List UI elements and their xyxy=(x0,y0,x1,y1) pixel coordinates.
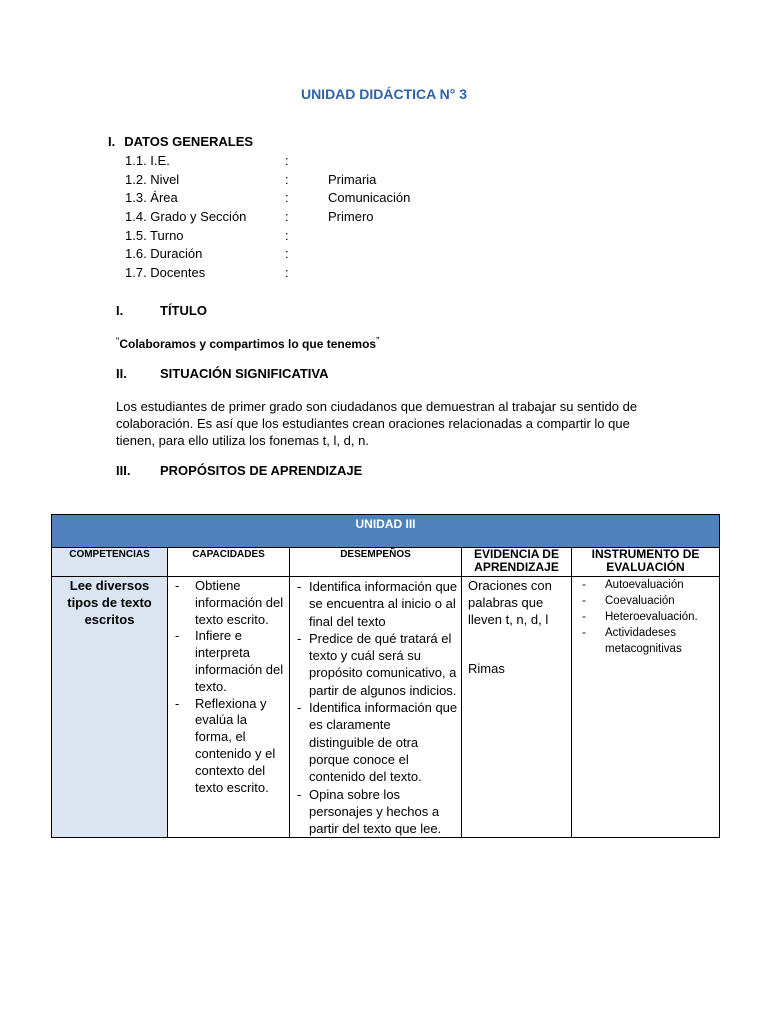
datos-value: Comunicación xyxy=(328,190,411,205)
evidencia-cell xyxy=(462,577,572,838)
header-evidencia: EVIDENCIA DE APRENDIZAJE xyxy=(462,548,572,577)
datos-label: 1.1. I.E. xyxy=(125,153,170,168)
situacion-heading xyxy=(116,366,329,381)
evidencia-item: Oraciones con palabras que lleven t, n, d, l xyxy=(468,578,552,627)
datos-colon: : xyxy=(285,172,289,187)
titulo-text xyxy=(116,336,379,351)
close-quote: ” xyxy=(376,336,380,347)
list-item: - Autoevaluación xyxy=(582,577,717,593)
titulo-heading xyxy=(116,303,207,318)
list-item: - Reflexiona y evalúa la forma, el contenido y el contexto del texto escrito. xyxy=(172,696,287,797)
datos-row-turno xyxy=(125,228,545,246)
section-number: I. xyxy=(116,303,124,318)
datos-row-area xyxy=(125,190,545,208)
section-number: II. xyxy=(116,366,127,381)
section-title: TÍTULO xyxy=(160,303,207,318)
list-item: - Heteroevaluación. xyxy=(582,609,717,625)
propositos-table xyxy=(51,514,720,838)
list-item: - Infiere e interpreta información del texto. xyxy=(172,628,287,695)
datos-label: 1.6. Duración xyxy=(125,246,203,261)
datos-row-nivel xyxy=(125,172,545,190)
list-item: - Opina sobre los personajes y hechos a partir del texto que lee. xyxy=(296,786,458,838)
datos-colon: : xyxy=(285,209,289,224)
datos-value: Primero xyxy=(328,209,374,224)
header-capacidades: CAPACIDADES xyxy=(168,548,290,577)
datos-colon: : xyxy=(285,190,289,205)
datos-row-duracion xyxy=(125,246,545,264)
header-competencias: COMPETENCIAS xyxy=(52,548,168,577)
datos-label: 1.7. Docentes xyxy=(125,265,206,280)
titulo-value: Colaboramos y compartimos lo que tenemos xyxy=(119,337,377,351)
situacion-paragraph: Los estudiantes de primer grado son ciudadanos que demuestran al trabajar su sentido de colaboración. Es así que los estudiantes crean oraciones relacionadas a compartir lo que tienen, para ello utiliza los fonemas t, l, d, n. xyxy=(116,399,638,448)
datos-label: 1.5. Turno xyxy=(125,228,184,243)
datos-label: 1.3. Área xyxy=(125,190,178,205)
datos-colon: : xyxy=(285,153,289,168)
header-desempenos: DESEMPEÑOS xyxy=(290,548,462,577)
evidencia-item: Rimas xyxy=(468,661,505,676)
page-title: UNIDAD DIDÁCTICA N° 3 xyxy=(300,86,468,102)
datos-colon: : xyxy=(285,228,289,243)
section-title: PROPÓSITOS DE APRENDIZAJE xyxy=(160,463,363,478)
section-title: DATOS GENERALES xyxy=(124,134,254,149)
competencia-cell: Lee diversos tipos de texto escritos xyxy=(52,577,168,838)
list-item: - Identifica información que es claramente distinguible de otra porque conoce el contenido del texto. xyxy=(296,699,458,785)
datos-row-ie xyxy=(125,153,545,171)
section-number: III. xyxy=(116,463,131,478)
table-row xyxy=(52,577,720,838)
desempenos-cell xyxy=(290,577,462,838)
section-title: SITUACIÓN SIGNIFICATIVA xyxy=(160,366,329,381)
open-quote: “ xyxy=(116,336,120,347)
list-item: - Coevaluación xyxy=(582,593,717,609)
header-instrumento: INSTRUMENTO DE EVALUACIÓN xyxy=(572,548,720,577)
datos-colon: : xyxy=(285,265,289,280)
list-item: - Obtiene información del texto escrito. xyxy=(172,578,287,628)
datos-label: 1.2. Nivel xyxy=(125,172,180,187)
datos-generales-heading xyxy=(108,134,253,149)
table-header-row xyxy=(52,548,720,577)
section-number: I. xyxy=(108,134,116,149)
capacidades-cell xyxy=(168,577,290,838)
unit-title: UNIDAD III xyxy=(52,515,720,548)
list-item: - Actividadeses metacognitivas xyxy=(582,625,717,657)
propositos-heading xyxy=(116,463,362,478)
datos-value: Primaria xyxy=(328,172,377,187)
datos-row-docentes xyxy=(125,265,545,283)
instrumento-cell xyxy=(572,577,720,838)
list-item: - Predice de qué tratará el texto y cuál será su propósito comunicativo, a partir de algunos indicios. xyxy=(296,630,458,699)
datos-colon: : xyxy=(285,246,289,261)
datos-label: 1.4. Grado y Sección xyxy=(125,209,247,224)
list-item: - Identifica información que se encuentra al inicio o al final del texto xyxy=(296,578,458,630)
unit-row xyxy=(52,515,720,548)
datos-row-grado xyxy=(125,209,545,227)
